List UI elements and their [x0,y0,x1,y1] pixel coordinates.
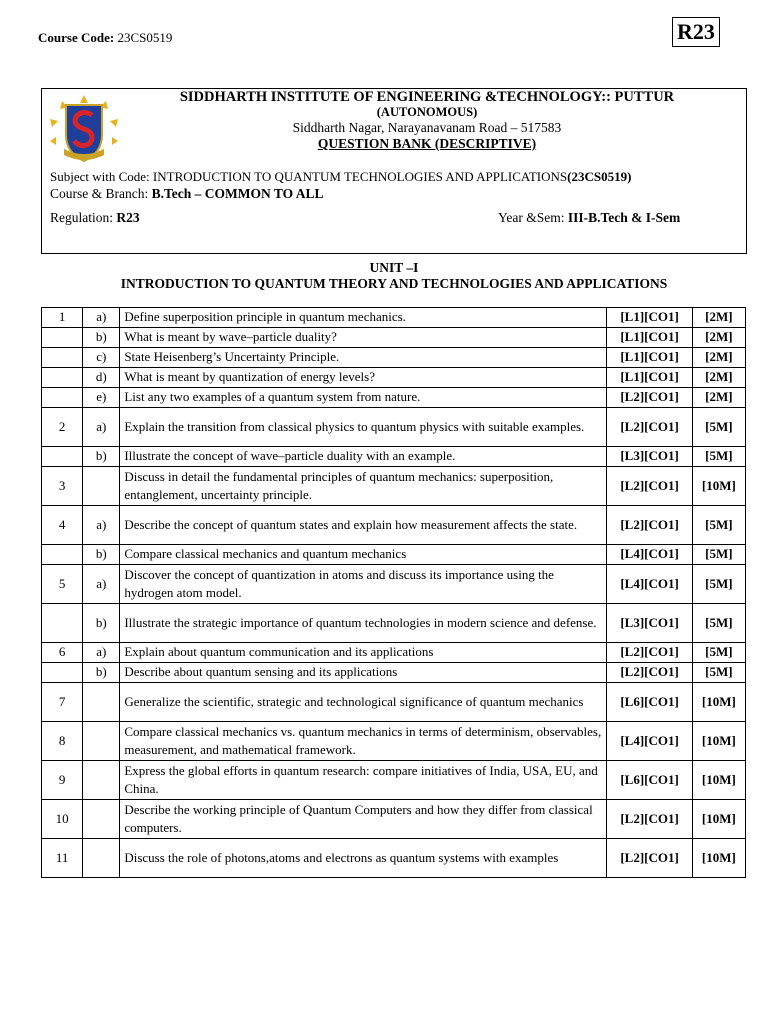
question-marks: [10M] [692,683,745,722]
question-text: Explain the transition from classical physics to quantum physics with suitable examples. [120,408,607,447]
table-row [42,565,746,604]
question-level: [L2][CO1] [607,467,692,506]
question-subpart [83,761,120,800]
question-level: [L1][CO1] [607,308,692,328]
year-sem-label: Year &Sem: [498,210,568,225]
question-subpart: b) [83,447,120,467]
table-row [42,447,746,467]
table-row [42,643,746,663]
question-subpart: b) [83,604,120,643]
course-code-value: 23CS0519 [117,30,173,45]
question-level: [L3][CO1] [607,604,692,643]
question-number: 9 [42,761,83,800]
subject-line [50,169,631,185]
table-row [42,368,746,388]
question-marks: [5M] [692,408,745,447]
course-code-label: Course Code: [38,30,115,45]
question-text: Discuss in detail the fundamental principles of quantum mechanics: superposition, entanglement, uncertainty principle. [120,467,607,506]
question-text: Describe the working principle of Quantum Computers and how they differ from classical computers. [120,800,607,839]
question-subpart [83,683,120,722]
subject-label: Subject with Code: [50,169,153,184]
course-branch-line [50,186,324,202]
question-marks: [10M] [692,467,745,506]
question-subpart [83,722,120,761]
table-row [42,348,746,368]
question-marks: [10M] [692,800,745,839]
question-subpart [83,839,120,878]
subject-code: (23CS0519) [567,169,632,184]
table-row [42,800,746,839]
question-number: 5 [42,565,83,604]
question-level: [L4][CO1] [607,722,692,761]
question-number [42,545,83,565]
question-subpart: a) [83,506,120,545]
table-row [42,604,746,643]
question-subpart: a) [83,643,120,663]
question-level: [L4][CO1] [607,545,692,565]
institute-name: SIDDHARTH INSTITUTE OF ENGINEERING &TECHNOLOGY:: PUTTUR [179,89,675,105]
table-row [42,683,746,722]
question-marks: [2M] [692,308,745,328]
table-row [42,408,746,447]
table-row [42,722,746,761]
question-subpart: a) [83,565,120,604]
table-row [42,388,746,408]
question-subpart: b) [83,545,120,565]
question-text: Define superposition principle in quantum mechanics. [120,308,607,328]
question-text: What is meant by wave–particle duality? [120,328,607,348]
regulation-label: Regulation: [50,210,117,225]
question-text: List any two examples of a quantum system from nature. [120,388,607,408]
question-marks: [5M] [692,506,745,545]
question-marks: [5M] [692,663,745,683]
question-text: State Heisenberg’s Uncertainty Principle. [120,348,607,368]
question-number: 6 [42,643,83,663]
question-level: [L3][CO1] [607,447,692,467]
regulation-value: R23 [116,210,140,225]
question-number [42,348,83,368]
table-row [42,506,746,545]
question-number: 4 [42,506,83,545]
regulation-line [50,210,140,226]
table-row [42,663,746,683]
question-marks: [5M] [692,565,745,604]
question-bank-title: QUESTION BANK (DESCRIPTIVE) [317,136,537,151]
question-number [42,663,83,683]
table-row [42,839,746,878]
question-level: [L1][CO1] [607,328,692,348]
question-number: 10 [42,800,83,839]
question-text: Discover the concept of quantization in atoms and discuss its importance using the hydrogen atom model. [120,565,607,604]
question-number: 7 [42,683,83,722]
question-subpart [83,800,120,839]
unit-label: UNIT –I [369,260,419,275]
question-level: [L6][CO1] [607,683,692,722]
question-text: Illustrate the strategic importance of quantum technologies in modern science and defense. [120,604,607,643]
question-number [42,447,83,467]
question-marks: [2M] [692,328,745,348]
question-number [42,388,83,408]
question-subpart: d) [83,368,120,388]
question-number [42,604,83,643]
question-level: [L4][CO1] [607,565,692,604]
question-text: Generalize the scientific, strategic and technological significance of quantum mechanics [120,683,607,722]
institute-address: Siddharth Nagar, Narayanavanam Road – 517583 [292,120,562,135]
question-level: [L1][CO1] [607,348,692,368]
question-subpart: b) [83,328,120,348]
question-marks: [2M] [692,388,745,408]
autonomous-label: (AUTONOMOUS) [376,105,478,119]
question-table [41,307,746,878]
year-sem-line [498,210,680,226]
table-row [42,467,746,506]
question-text: Describe about quantum sensing and its applications [120,663,607,683]
question-number [42,368,83,388]
header-box [41,88,747,254]
question-level: [L6][CO1] [607,761,692,800]
question-marks: [2M] [692,368,745,388]
table-row [42,545,746,565]
question-marks: [5M] [692,545,745,565]
question-number [42,328,83,348]
year-sem-value: III-B.Tech & I-Sem [567,210,681,225]
regulation-badge: R23 [672,17,720,47]
question-level: [L2][CO1] [607,408,692,447]
question-subpart: e) [83,388,120,408]
question-level: [L2][CO1] [607,388,692,408]
question-level: [L2][CO1] [607,663,692,683]
question-text: Explain about quantum communication and its applications [120,643,607,663]
question-level: [L2][CO1] [607,506,692,545]
question-subpart: b) [83,663,120,683]
unit-title: INTRODUCTION TO QUANTUM THEORY AND TECHNOLOGIES AND APPLICATIONS [120,276,668,291]
table-row [42,308,746,328]
question-marks: [5M] [692,643,745,663]
question-subpart: a) [83,308,120,328]
question-marks: [10M] [692,722,745,761]
question-number: 2 [42,408,83,447]
question-text: Describe the concept of quantum states and explain how measurement affects the state. [120,506,607,545]
question-level: [L2][CO1] [607,643,692,663]
question-text: Compare classical mechanics vs. quantum mechanics in terms of determinism, observables, measurement, and mathematical framework. [120,722,607,761]
question-subpart [83,467,120,506]
question-marks: [2M] [692,348,745,368]
question-subpart: c) [83,348,120,368]
table-row [42,328,746,348]
question-marks: [5M] [692,447,745,467]
question-text: Discuss the role of photons,atoms and electrons as quantum systems with examples [120,839,607,878]
question-text: What is meant by quantization of energy levels? [120,368,607,388]
course-branch-label: Course & Branch: [50,186,152,201]
question-marks: [5M] [692,604,745,643]
question-level: [L1][CO1] [607,368,692,388]
question-text: Compare classical mechanics and quantum mechanics [120,545,607,565]
subject-name: INTRODUCTION TO QUANTUM TECHNOLOGIES AND APPLICATIONS [152,169,568,184]
question-level: [L2][CO1] [607,839,692,878]
question-marks: [10M] [692,761,745,800]
question-text: Express the global efforts in quantum research: compare initiatives of India, USA, EU, and China. [120,761,607,800]
institute-logo-icon [42,91,126,165]
question-number: 1 [42,308,83,328]
question-subpart: a) [83,408,120,447]
table-row [42,761,746,800]
course-code [38,30,172,46]
question-level: [L2][CO1] [607,800,692,839]
question-table-body [42,308,746,878]
course-branch-value: B.Tech – COMMON TO ALL [151,186,324,201]
question-marks: [10M] [692,839,745,878]
question-number: 11 [42,839,83,878]
question-text: Illustrate the concept of wave–particle duality with an example. [120,447,607,467]
question-number: 3 [42,467,83,506]
question-number: 8 [42,722,83,761]
